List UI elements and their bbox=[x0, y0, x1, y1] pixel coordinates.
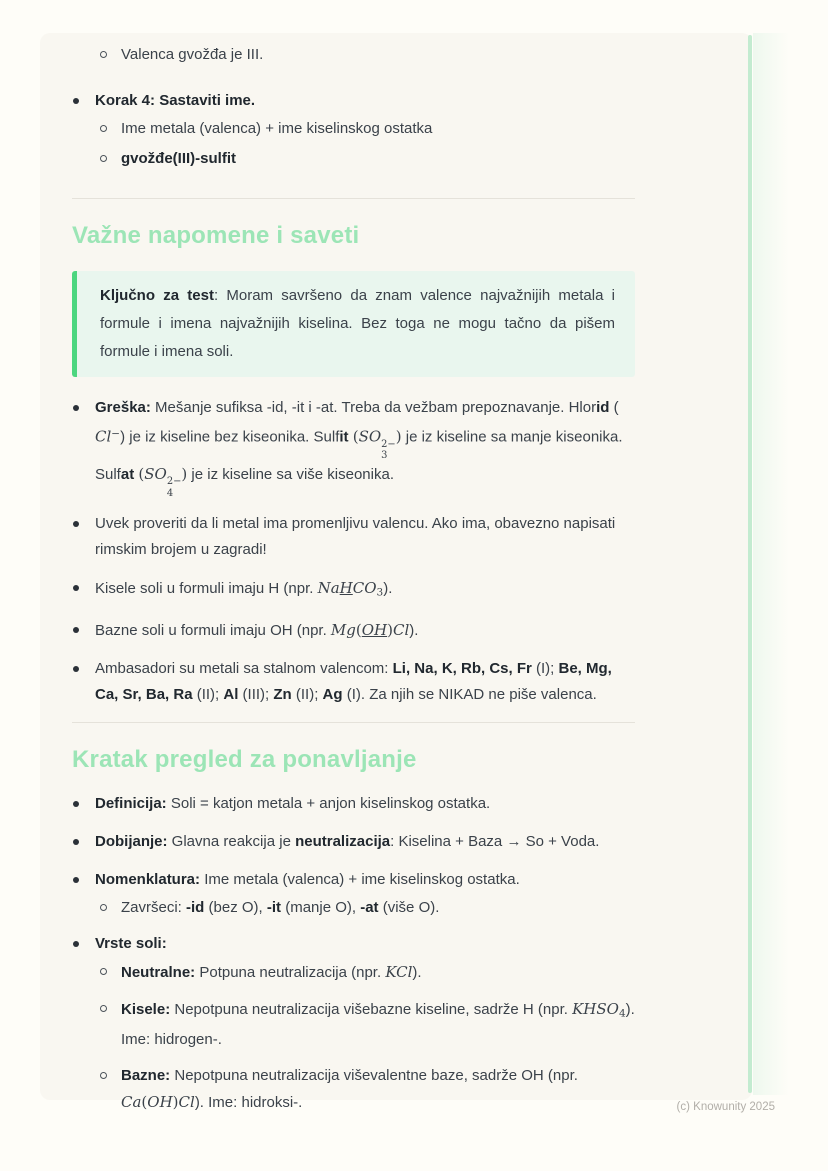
list-item-text: gvožđe(III)-sulfit bbox=[121, 150, 236, 167]
list-item-text: Definicija: Soli = katjon metala + anjon kiselinskog ostatka. bbox=[95, 795, 491, 813]
list-item bbox=[99, 959, 635, 986]
callout-text: Ključno za test: Moram savršeno da znam valence najvažnijih metala i formule i imena najvažnijih kiselina. Bez toga ne mogu tačno da pišem formule i imena soli. bbox=[100, 287, 615, 360]
list-item bbox=[72, 617, 635, 644]
bullet-disc-icon bbox=[72, 656, 95, 682]
key-note-callout bbox=[72, 271, 635, 377]
list-item bbox=[72, 829, 635, 855]
list-item-text: Ime metala (valenca) + ime kiselinskog ostatka bbox=[121, 120, 433, 137]
divider bbox=[72, 722, 635, 723]
list-item bbox=[72, 511, 635, 563]
list-item-text: Kisele soli u formuli imaju H (npr. NaHCO$_3$). bbox=[95, 578, 393, 599]
list-item-text: Kisele: Nepotpuna neutralizacija višebazne kiseline, sadrže H (npr. $KHSO_4$). Ime: hidrogen-. bbox=[121, 1000, 635, 1048]
bullet-circle-icon bbox=[99, 116, 121, 142]
list-item bbox=[72, 791, 635, 817]
bullet-disc-icon bbox=[72, 931, 95, 957]
list-item bbox=[99, 116, 635, 142]
list-item-text: Završeci: -id (bez O), -it (manje O), -at (više O). bbox=[121, 899, 440, 917]
list-item bbox=[72, 395, 635, 499]
section-title: Kratak pregled za ponavljanje bbox=[72, 746, 417, 774]
list-item-text: Korak 4: Sastaviti ime. bbox=[95, 92, 256, 109]
bullet-circle-icon bbox=[99, 996, 121, 1022]
list-item-text: Valenca gvožđa je III. bbox=[121, 46, 264, 63]
list-item-text: Ambasadori su metali sa stalnom valencom: Li, Na, K, Rb, Cs, Fr (I); Be, Mg, Ca, Sr, Ba, Ra (II); Al (III); Zn (II); Ag (I). Za njih se NIKAD ne piše valenca. bbox=[95, 660, 612, 704]
bullet-circle-icon bbox=[99, 1063, 121, 1089]
bullet-circle-icon bbox=[99, 146, 121, 172]
bullet-disc-icon bbox=[72, 395, 95, 421]
list-item bbox=[72, 931, 635, 957]
list-item-text: Neutralne: Potpuna neutralizacija (npr. KCl). bbox=[121, 963, 422, 982]
list-item bbox=[99, 1063, 635, 1116]
bullet-disc-icon bbox=[72, 88, 95, 114]
copyright-text: (c) Knowunity 2025 bbox=[676, 1101, 775, 1113]
list-item bbox=[72, 656, 635, 708]
bullet-circle-icon bbox=[99, 42, 121, 68]
summary-list bbox=[72, 791, 635, 1116]
list-item bbox=[99, 42, 635, 68]
section-title: Važne napomene i saveti bbox=[72, 222, 360, 249]
list-item bbox=[99, 146, 635, 172]
bullet-disc-icon bbox=[72, 829, 95, 855]
bullet-circle-icon bbox=[99, 959, 121, 985]
list-item-text: Dobijanje: Glavna reakcija je neutralizacija: Kiselina + Baza → So + Voda. bbox=[95, 833, 600, 851]
divider bbox=[72, 198, 635, 199]
bullet-disc-icon bbox=[72, 575, 95, 601]
list-item-text: Uvek proveriti da li metal ima promenljivu valencu. Ako ima, obavezno napisati rimskim brojem u zagradi! bbox=[95, 514, 616, 558]
bullet-disc-icon bbox=[72, 867, 95, 893]
list-item-text: Bazne soli u formuli imaju OH (npr. Mg(OH)Cl). bbox=[95, 621, 419, 640]
list-item bbox=[99, 996, 635, 1053]
list-item-text: Nomenklatura: Ime metala (valenca) + ime kiselinskog ostatka. bbox=[95, 871, 520, 889]
bullet-disc-icon bbox=[72, 617, 95, 643]
page-content bbox=[40, 33, 752, 1116]
list-item-text: Greška: Mešanje sufiksa -id, -it i -at. Treba da vežbam prepoznavanje. Hlorid ( Cl−) je iz kiseline bez kiseonika. Sulfit (SO 2− 3 ) je iz kiseline sa manje kiseonika. Sulfat (SO 2− 4 ) je iz kiseline sa više kiseonika. bbox=[95, 399, 623, 499]
notes-list bbox=[72, 395, 635, 708]
list-item bbox=[99, 895, 635, 921]
list-item bbox=[72, 575, 635, 606]
list-item bbox=[72, 867, 635, 893]
bullet-disc-icon bbox=[72, 791, 95, 817]
page-edge-tint bbox=[753, 33, 789, 1095]
list-item bbox=[72, 88, 635, 114]
bullet-circle-icon bbox=[99, 895, 121, 921]
bullet-disc-icon bbox=[72, 511, 95, 537]
list-item-text: Bazne: Nepotpuna neutralizacija viševalentne baze, sadrže OH (npr. Ca(OH)Cl). Ime: hidroksi-. bbox=[121, 1066, 578, 1111]
scroll-indicator-line bbox=[748, 35, 752, 1093]
list-item-text: Vrste soli: bbox=[95, 935, 167, 953]
